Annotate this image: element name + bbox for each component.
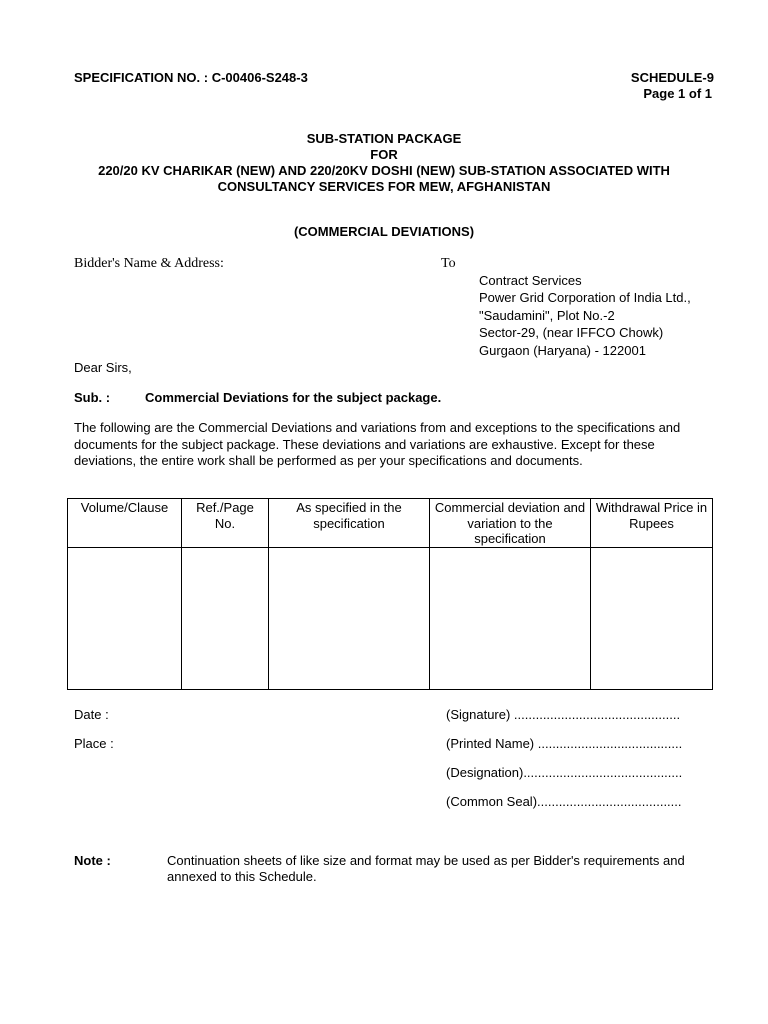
printed-name-line: (Printed Name) ........................................ (446, 736, 683, 751)
title-line-2: FOR (370, 147, 398, 162)
designation-line: (Designation)............................................ (446, 765, 683, 780)
page-number: Page 1 of 1 (643, 86, 712, 101)
signature-line: (Signature) .............................................. (446, 707, 681, 722)
subject-text: Commercial Deviations for the subject package. (145, 390, 442, 405)
subject-label: Sub. : (74, 390, 111, 405)
title-line-3: 220/20 KV CHARIKAR (NEW) AND 220/20KV DOSHI (NEW) SUB-STATION ASSOCIATED WITH (98, 163, 670, 178)
table-cell (269, 548, 430, 690)
address-line-5: Gurgaon (Haryana) - 122001 (479, 343, 646, 358)
address-line-3: "Saudamini", Plot No.-2 (479, 308, 615, 323)
title-line-1: SUB-STATION PACKAGE (306, 131, 462, 146)
body-paragraph: The following are the Commercial Deviations and variations from and exceptions to the specifications and documents for the subject package. These deviations and variations are exhaustive. Except for these deviations, the entire work shall be performed as per your specifications and documents. (74, 420, 681, 468)
deviations-table (67, 498, 713, 690)
table-cell (182, 548, 269, 690)
table-cell (68, 548, 182, 690)
document-subtitle: (COMMERCIAL DEVIATIONS) (293, 224, 475, 239)
salutation: Dear Sirs, (74, 360, 132, 375)
specification-number: SPECIFICATION NO. : C-00406-S248-3 (74, 70, 308, 85)
table-row (68, 548, 713, 690)
address-line-4: Sector-29, (near IFFCO Chowk) (479, 325, 664, 340)
bidder-name-address-label: Bidder's Name & Address: (74, 256, 224, 271)
column-header-ref-page: Ref./Page No. (182, 499, 269, 548)
table-cell (430, 548, 591, 690)
title-line-4: CONSULTANCY SERVICES FOR MEW, AFGHANISTAN (217, 179, 551, 194)
note-label: Note : (74, 853, 111, 868)
to-label: To (441, 256, 456, 271)
place-label: Place : (74, 736, 114, 751)
column-header-as-specified: As specified in the specification (269, 499, 430, 548)
column-header-withdrawal-price: Withdrawal Price in Rupees (591, 499, 713, 548)
table-header-row (68, 499, 713, 548)
schedule-label: SCHEDULE-9 (630, 70, 714, 85)
address-line-1: Contract Services (479, 273, 582, 288)
table-cell (591, 548, 713, 690)
common-seal-line: (Common Seal)........................................ (446, 794, 682, 809)
address-line-2: Power Grid Corporation of India Ltd., (479, 290, 691, 305)
note-text: Continuation sheets of like size and format may be used as per Bidder's requirements and annexed to this Schedule. (167, 853, 685, 884)
column-header-commercial-deviation: Commercial deviation and variation to the specification (430, 499, 591, 548)
column-header-volume-clause: Volume/Clause (68, 499, 182, 548)
date-label: Date : (74, 707, 109, 722)
